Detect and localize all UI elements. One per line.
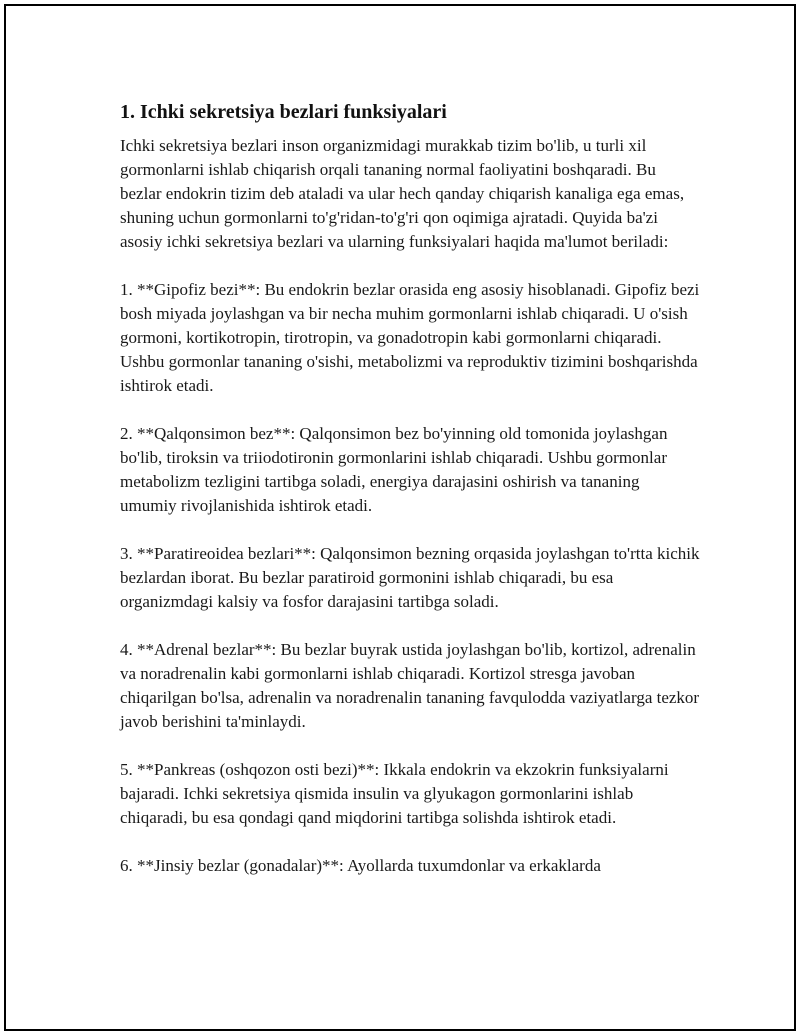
document-content [120,98,700,902]
paragraph-jinsiy: 6. **Jinsiy bezlar (gonadalar)**: Ayollarda tuxumdonlar va erkaklarda [120,856,601,875]
intro-paragraph: Ichki sekretsiya bezlari inson organizmidagi murakkab tizim bo'lib, u turli xil gormonlarni ishlab chiqarish orqali tananing normal faoliyatini boshqaradi. Bu bezlar endokrin tizim deb ataladi va ular hech qanday chiqarish kanaliga ega emas, shuning uchun gormonlarni to'g'ridan-to'g'ri qon oqimiga ajratadi. Quyida ba'zi asosiy ichki sekretsiya bezlari va ularning funksiyalari haqida ma'lumot beriladi: [120,136,685,251]
page-frame [4,4,796,1031]
paragraph-paratireoidea: 3. **Paratireoidea bezlari**: Qalqonsimon bezning orqasida joylashgan to'rtta kichik bezlardan iborat. Bu bezlar paratiroid gormonini ishlab chiqaradi, bu esa organizmdagi kalsiy va fosfor darajasini tartibga soladi. [120,544,700,611]
document-title: 1. Ichki sekretsiya bezlari funksiyalari [120,101,447,123]
paragraph-gipofiz: 1. **Gipofiz bezi**: Bu endokrin bezlar orasida eng asosiy hisoblanadi. Gipofiz bezi bosh miyada joylashgan va bir necha muhim gormonlarni ishlab chiqaradi. U o'sish gormoni, kortikotropin, tirotropin, va gonadotropin kabi gormonlarni chiqaradi. Ushbu gormonlar tananing o'sishi, metabolizmi va reproduktiv tizimini boshqarishda ishtirok etadi. [120,280,700,395]
paragraph-adrenal: 4. **Adrenal bezlar**: Bu bezlar buyrak ustida joylashgan bo'lib, kortizol, adrenalin va noradrenalin kabi gormonlarni ishlab chiqaradi. Kortizol stresga javoban chiqarilgan bo'lsa, adrenalin va noradrenalin tananing favqulodda vaziyatlarga tezkor javob berishini ta'minlaydi. [120,640,700,731]
paragraph-qalqonsimon: 2. **Qalqonsimon bez**: Qalqonsimon bez bo'yinning old tomonida joylashgan bo'lib, tiroksin va triiodotironin gormonlarini ishlab chiqaradi. Ushbu gormonlar metabolizm tezligini tartibga soladi, energiya darajasini oshirish va tananing umumiy rivojlanishida ishtirok etadi. [120,424,668,515]
paragraph-pankreas: 5. **Pankreas (oshqozon osti bezi)**: Ikkala endokrin va ekzokrin funksiyalarni bajaradi. Ichki sekretsiya qismida insulin va glyukagon gormonlarini ishlab chiqaradi, bu esa qondagi qand miqdorini tartibga solishda ishtirok etadi. [120,760,669,827]
